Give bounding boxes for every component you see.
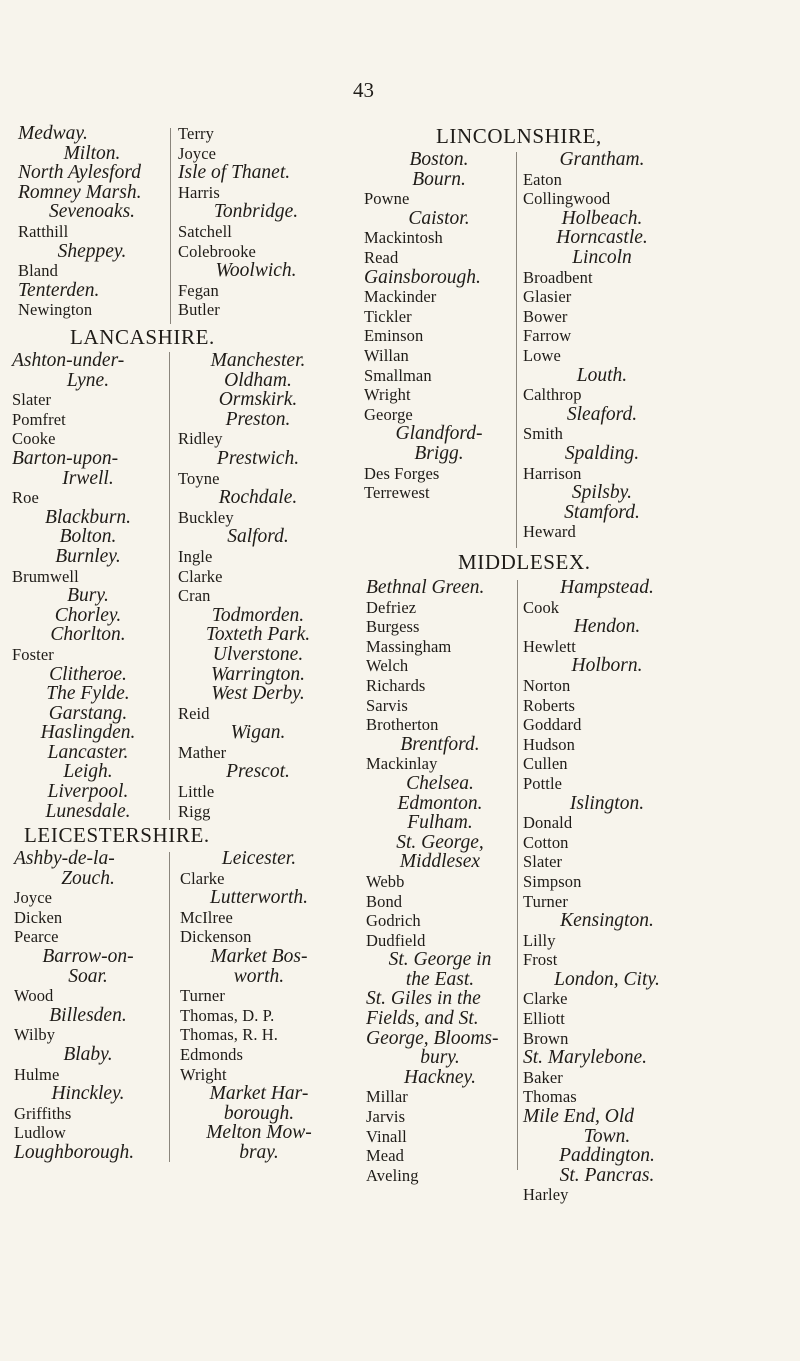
district-name: Liverpool. [47, 781, 129, 803]
district-name: Glandford- [395, 423, 483, 445]
district-name: Edmonton. [397, 792, 483, 814]
district-name: bury. [420, 1047, 460, 1069]
district-name: Melton Mow- [206, 1122, 312, 1144]
district-name: Oldham. [224, 369, 292, 391]
person-name: Brotherton [366, 715, 439, 735]
district-name: Boston. [409, 149, 469, 170]
district-name: Soar. [68, 965, 108, 987]
district-name: Prestwich. [216, 447, 300, 469]
district-name: Hinckley. [51, 1083, 125, 1105]
person-name: Mackinder [364, 287, 437, 307]
person-name: Terrewest [364, 483, 430, 503]
person-name: Harley [523, 1185, 569, 1205]
district-name: Blaby. [63, 1043, 113, 1065]
person-name: Cran [178, 586, 211, 606]
person-name: Toyne [178, 468, 220, 488]
district-name: Zouch. [61, 867, 115, 889]
district-name: Bury. [67, 585, 109, 607]
person-name: Thomas, R. H. [180, 1025, 279, 1045]
kent-col-a [18, 124, 166, 320]
lincolnshire-col-a [364, 150, 514, 503]
district-name: Market Har- [209, 1083, 309, 1105]
district-name: Caistor. [408, 207, 470, 229]
person-name: McIlree [180, 907, 233, 927]
district-name: Tonbridge. [213, 201, 299, 223]
district-name: Manchester. [210, 350, 306, 371]
district-name: Paddington. [559, 1145, 655, 1167]
person-name: Slater [523, 852, 563, 872]
district-name: worth. [233, 965, 285, 987]
middlesex-col-b [523, 578, 691, 1205]
person-name: Fegan [178, 280, 219, 300]
person-name: Wright [180, 1064, 227, 1084]
district-name: Ulverstone. [212, 643, 304, 665]
district-name: Bethnal Green. [366, 577, 485, 598]
person-name: Wright [364, 385, 411, 405]
person-name: Brown [523, 1028, 569, 1048]
district-name: Lincoln [572, 246, 632, 268]
person-name: Godrich [366, 911, 421, 931]
district-name: bray. [239, 1141, 279, 1163]
district-name: Kensington. [560, 910, 654, 932]
person-name: Dudfield [366, 930, 426, 950]
district-name: West Derby. [211, 683, 305, 705]
person-name: Webb [366, 871, 405, 891]
person-name: Terry [178, 124, 214, 143]
district-name: Prescot. [226, 761, 290, 783]
county-heading-leicestershire: LEICESTERSHIRE. [24, 823, 210, 847]
district-name: Billesden. [49, 1004, 127, 1026]
district-name: Clitheroe. [49, 663, 127, 685]
district-name: St. Giles in the [366, 988, 481, 1010]
person-name: Read [364, 247, 399, 267]
person-name: Smallman [364, 365, 432, 385]
district-name: Louth. [576, 364, 628, 386]
person-name: Cook [523, 597, 560, 617]
district-name: Sevenoaks. [48, 201, 136, 223]
district-name: Burnley. [55, 545, 121, 567]
person-name: Pomfret [12, 409, 66, 429]
person-name: Bower [523, 306, 568, 326]
district-name: Mile End, Old [523, 1106, 635, 1128]
lancashire-col-a [12, 351, 164, 821]
person-name: Sarvis [366, 695, 408, 715]
person-name: Hulme [14, 1064, 60, 1084]
district-name: Fields, and St. [366, 1008, 479, 1030]
district-name: Romney Marsh. [18, 181, 142, 203]
person-name: Harris [178, 182, 220, 202]
district-name: St. Pancras. [559, 1164, 655, 1186]
person-name: Mead [366, 1146, 404, 1166]
district-name: Horncastle. [556, 227, 648, 249]
district-name: Ashby-de-la- [14, 848, 115, 869]
district-name: Market Bos- [210, 945, 308, 967]
district-name: Chelsea. [406, 772, 474, 794]
person-name: Powne [364, 189, 410, 209]
person-name: Thomas, D. P. [180, 1005, 275, 1025]
district-name: Isle of Thanet. [178, 162, 291, 184]
person-name: Norton [523, 675, 571, 695]
person-name: Dicken [14, 907, 63, 927]
person-name: Slater [12, 390, 52, 410]
county-heading-middlesex: MIDDLESEX. [458, 550, 591, 574]
district-name: George, Blooms- [366, 1027, 499, 1049]
district-name: Sheppey. [57, 240, 127, 262]
district-name: Wigan. [230, 722, 286, 744]
district-name: Town. [583, 1125, 631, 1147]
district-name: Gainsborough. [364, 266, 481, 288]
district-name: Preston. [225, 408, 291, 430]
district-name: Rochdale. [218, 487, 298, 509]
person-name: Ridley [178, 429, 223, 449]
person-name: Jarvis [366, 1107, 406, 1127]
person-name: Reid [178, 703, 210, 723]
person-name: George [364, 404, 413, 424]
person-name: Elliott [523, 1009, 565, 1029]
district-name: Salford. [227, 526, 289, 548]
person-name: Eminson [364, 326, 424, 346]
person-name: Clarke [178, 566, 223, 586]
district-name: Lancaster. [47, 741, 129, 763]
district-name: Spalding. [564, 442, 640, 464]
person-name: Buckley [178, 507, 234, 527]
district-name: Spilsby. [571, 482, 633, 504]
person-name: Satchell [178, 221, 232, 241]
district-name: Lunesdale. [45, 800, 131, 822]
person-name: Massingham [366, 636, 452, 656]
leicestershire-col-b [180, 849, 338, 1163]
person-name: Donald [523, 813, 573, 833]
person-name: Harrison [523, 463, 582, 483]
district-name: borough. [223, 1102, 295, 1124]
person-name: Cooke [12, 429, 56, 449]
person-name: Burgess [366, 617, 420, 637]
person-name: Mackinlay [366, 754, 438, 774]
district-name: Bolton. [59, 526, 117, 548]
person-name: Butler [178, 300, 220, 320]
column-rule [517, 580, 518, 1170]
district-name: Ormskirk. [218, 389, 298, 411]
district-name: Islington. [569, 792, 645, 814]
county-heading-lincolnshire: LINCOLNSHIRE, [436, 124, 602, 148]
district-name: Woolwich. [215, 260, 297, 282]
district-name: Leicester. [221, 848, 297, 869]
middlesex-col-a [366, 578, 514, 1185]
district-name: Hampstead. [560, 577, 654, 598]
person-name: Bond [366, 891, 403, 911]
person-name: Welch [366, 656, 409, 676]
person-name: Tickler [364, 306, 412, 326]
district-name: Haslingden. [40, 722, 136, 744]
person-name: Wilby [14, 1025, 56, 1045]
person-name: Mackintosh [364, 228, 443, 248]
person-name: Clarke [180, 868, 225, 888]
person-name: Farrow [523, 326, 572, 346]
person-name: Dickenson [180, 927, 252, 947]
district-name: Hendon. [573, 616, 641, 638]
person-name: Pearce [14, 927, 59, 947]
person-name: Roberts [523, 695, 576, 715]
district-name: The Fylde. [46, 683, 130, 705]
person-name: Newington [18, 300, 93, 320]
district-name: Lyne. [66, 369, 110, 391]
person-name: Pottle [523, 773, 563, 793]
person-name: Clarke [523, 989, 568, 1009]
district-name: London, City. [554, 968, 660, 990]
person-name: Broadbent [523, 267, 593, 287]
kent-col-b [178, 124, 334, 320]
person-name: Glasier [523, 287, 572, 307]
person-name: Simpson [523, 871, 582, 891]
person-name: Richards [366, 675, 426, 695]
district-name: Middlesex [399, 851, 481, 873]
person-name: Brumwell [12, 566, 79, 586]
lincolnshire-col-b [523, 150, 681, 542]
district-name: Milton. [63, 142, 121, 164]
person-name: Des Forges [364, 463, 440, 483]
person-name: Ingle [178, 546, 213, 566]
person-name: Frost [523, 950, 558, 970]
district-name: St. Marylebone. [523, 1047, 648, 1069]
person-name: Collingwood [523, 189, 611, 209]
page-number: 43 [353, 78, 374, 102]
district-name: St. George, [396, 831, 484, 853]
person-name: Goddard [523, 715, 582, 735]
person-name: Calthrop [523, 385, 582, 405]
district-name: Todmorden. [211, 604, 305, 626]
person-name: Joyce [14, 888, 53, 908]
district-name: Toxteth Park. [205, 624, 311, 646]
district-name: North Aylesford [18, 162, 141, 184]
district-name: Loughborough. [14, 1141, 135, 1163]
district-name: Sleaford. [566, 403, 638, 425]
column-rule [170, 128, 171, 324]
person-name: Turner [523, 891, 568, 911]
person-name: Cullen [523, 754, 568, 774]
district-name: Grantham. [559, 149, 645, 170]
person-name: Edmonds [180, 1044, 244, 1064]
person-name: Colebrooke [178, 241, 256, 261]
district-name: the East. [405, 968, 475, 990]
column-rule [516, 152, 517, 548]
district-name: Medway. [18, 123, 88, 144]
person-name: Cotton [523, 832, 569, 852]
district-name: Lutterworth. [209, 887, 309, 909]
person-name: Ratthill [18, 221, 69, 241]
district-name: Holborn. [571, 655, 643, 677]
person-name: Mather [178, 742, 227, 762]
district-name: Ashton-under- [12, 350, 125, 371]
district-name: Brigg. [414, 442, 464, 464]
person-name: Baker [523, 1067, 563, 1087]
person-name: Foster [12, 644, 54, 664]
person-name: Eaton [523, 169, 562, 189]
person-name: Willan [364, 345, 409, 365]
district-name: Warrington. [210, 663, 306, 685]
person-name: Roe [12, 488, 39, 508]
district-name: Barton-upon- [12, 447, 119, 469]
district-name: Stamford. [564, 501, 640, 523]
person-name: Turner [180, 986, 225, 1006]
person-name: Rigg [178, 801, 211, 821]
person-name: Ludlow [14, 1123, 66, 1143]
district-name: Blackburn. [44, 506, 132, 528]
person-name: Thomas [523, 1087, 577, 1107]
county-heading-lancashire: LANCASHIRE. [70, 325, 215, 349]
district-name: Barrow-on- [42, 945, 134, 967]
district-name: Garstang. [48, 702, 128, 724]
column-rule [169, 852, 170, 1162]
person-name: Lowe [523, 345, 561, 365]
person-name: Lilly [523, 930, 556, 950]
person-name: Vinall [366, 1126, 407, 1146]
person-name: Wood [14, 986, 54, 1006]
person-name: Hewlett [523, 636, 576, 656]
person-name: Aveling [366, 1165, 419, 1185]
person-name: Bland [18, 261, 58, 281]
person-name: Little [178, 782, 215, 802]
district-name: Holbeach. [561, 207, 643, 229]
district-name: Leigh. [63, 761, 113, 783]
lancashire-col-b [178, 351, 338, 821]
district-name: Brentford. [400, 733, 480, 755]
district-name: Bourn. [412, 168, 466, 190]
district-name: Chorley. [54, 604, 122, 626]
column-rule [169, 352, 170, 820]
person-name: Joyce [178, 143, 217, 163]
district-name: Hackney. [403, 1066, 476, 1088]
district-name: Chorlton. [50, 624, 126, 646]
district-name: St. George in [388, 949, 492, 971]
person-name: Millar [366, 1087, 408, 1107]
person-name: Griffiths [14, 1103, 72, 1123]
person-name: Hudson [523, 734, 575, 754]
district-name: Irwell. [62, 467, 114, 489]
leicestershire-col-a [14, 849, 162, 1163]
person-name: Defriez [366, 597, 417, 617]
district-name: Fulham. [407, 812, 473, 834]
person-name: Heward [523, 522, 576, 542]
district-name: Tenterden. [18, 279, 100, 301]
person-name: Smith [523, 424, 563, 444]
